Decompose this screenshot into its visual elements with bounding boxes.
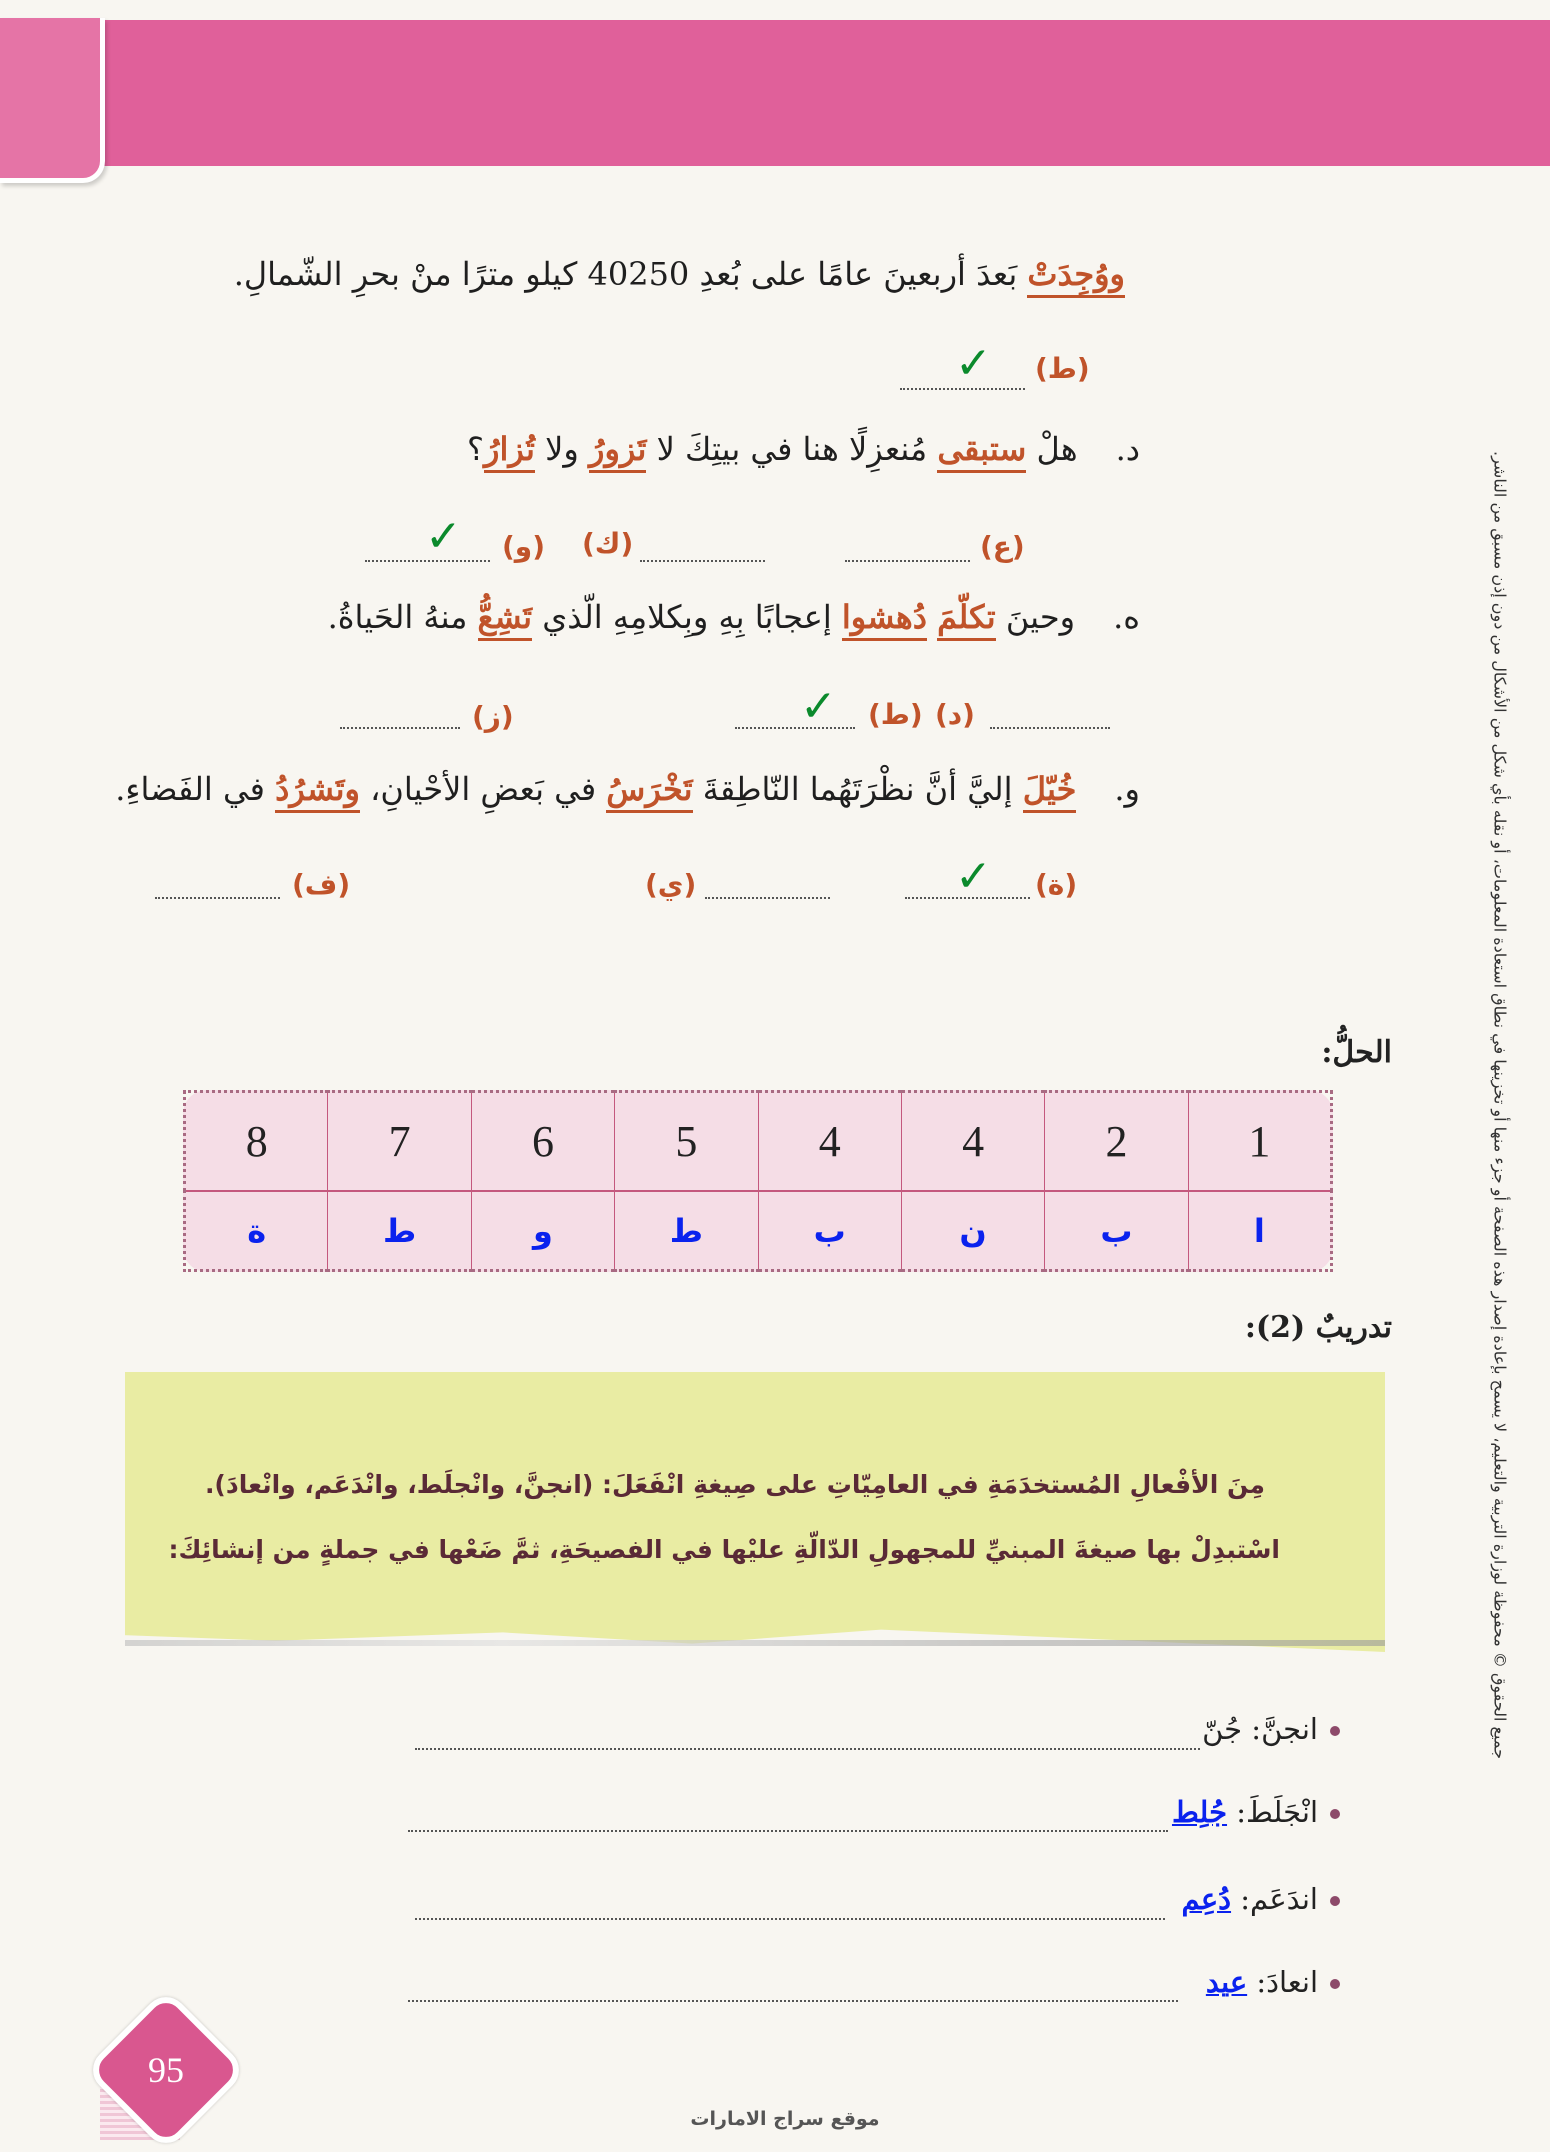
table-cell: 4 [758,1092,901,1192]
answer-text: جُلِط [1171,1795,1228,1829]
highlight-word: ووُجِدَتْ [1027,255,1125,298]
sentence-h [328,598,1140,636]
table-cell: 6 [471,1092,614,1192]
verb-label: اندَعَم: [1240,1882,1318,1916]
answer-label: (ز) [472,700,514,733]
answer-label: (ع) [980,530,1025,563]
copyright-side-note [1470,451,1530,1759]
answer-text: عيد [1205,1965,1248,1999]
item-label: و. [1114,770,1140,808]
torn-edge [125,1640,1385,1646]
answer-label: (ط) [868,698,923,731]
check-icon: ✓ [955,338,992,389]
highlight-word: وتَشرُدُ [275,770,360,813]
check-icon: ✓ [800,681,837,732]
sentence-w [115,770,1140,808]
answer-label: (ف) [292,868,351,901]
table-cell: و [471,1191,614,1271]
footer-text: موقع سراج الامارات [690,2108,880,2130]
answer-line[interactable] [415,1918,1165,1920]
sentence-text: منهُ الحَياةُ. [327,598,478,636]
bullet-icon [1330,1809,1340,1819]
sentence-text: وحينَ [995,598,1076,636]
sentence-text: إعجابًا بِهِ وبِكلامِهِ الّذي [532,598,842,636]
sentence-text [927,598,937,636]
answer-blank[interactable] [155,897,280,899]
table-cell: 7 [328,1092,471,1192]
solution-heading: الحلُّ: [1321,1035,1392,1070]
answer-line[interactable] [415,1748,1200,1750]
exercise-line-2: اسْتبدِلْ بها صيغةَ المبنيِّ للمجهولِ الدّالّةِ عليْها في الفصيحَةِ، ثمَّ ضَعْها في جملةٍ من إنشائِكَ: [168,1535,1280,1564]
table-cell: ب [758,1191,901,1271]
sentence-text: في بَعضِ الأحْيانِ، [359,770,607,808]
sentence-text: مُنعزِلًا هنا في بيتِكَ لا [646,430,938,468]
sentence-text: بَعدَ أربعينَ عامًا على بُعدِ 40250 كيلو مترًا منْ بحرِ الشّمالِ. [233,255,1028,293]
table-row-letters [185,1191,1332,1271]
item-label: د. [1115,430,1140,468]
highlight-word: تَزورُ [589,430,646,473]
table-cell: ط [615,1191,758,1271]
answer-label: (ط) [1035,352,1090,385]
highlight-word: تكلّمَ [937,598,995,641]
answer-label: (و) [502,530,545,563]
check-icon: ✓ [955,851,992,902]
exercise-item [1206,1965,1340,1999]
highlight-word: تَخْرَسُ [606,770,692,813]
table-cell: 5 [615,1092,758,1192]
exercise-line-1: مِنَ الأفْعالِ المُستخدَمَةِ في العامِيّاتِ على صِيغةِ انْفَعَلَ: (انجنَّ، وانْجلَط، وانْدَعَم، وانْعادَ). [204,1470,1265,1499]
header-band [100,20,1550,166]
sentence-text: في الفَضاءِ. [115,770,276,808]
table-cell: ا [1188,1191,1331,1271]
answer-blank[interactable] [990,727,1110,729]
table-cell: ب [1045,1191,1188,1271]
sentence-d [467,430,1140,468]
answer-label: (ة) [1035,868,1078,901]
sentence-text: ولا [534,430,589,468]
sentence-text: إليَّ أنَّ نظْرَتَهُما النّاطِقةَ [692,770,1023,808]
bullet-icon [1330,1979,1340,1989]
answer-line[interactable] [408,1830,1168,1832]
table-row-numbers [185,1092,1332,1192]
verb-label: انْجَلَطَ: [1236,1795,1318,1829]
sentence-text: ؟ [467,430,485,468]
exercise-item [1182,1882,1340,1916]
answer-text: جُنّ [1202,1712,1243,1746]
bullet-icon [1330,1726,1340,1736]
header-corner-block [0,18,105,183]
answer-blank[interactable] [845,560,970,562]
answer-blank[interactable] [640,560,765,562]
answer-label: (د) [935,698,975,731]
highlight-word: تَشِعُّ [478,598,532,641]
verb-label: انعادَ: [1256,1965,1318,1999]
solution-table [183,1090,1333,1272]
answer-label: (ي) [645,868,697,901]
highlight-word: تُزارُ [484,430,535,473]
verb-label: انجنَّ: [1251,1712,1318,1746]
table-cell: ة [247,1211,267,1250]
answer-blank[interactable] [705,897,830,899]
check-icon: ✓ [425,511,462,562]
answer-label: (ك) [582,527,634,560]
exercise-instruction-box [125,1372,1385,1652]
highlight-word: خُيّلَ [1023,770,1077,813]
item-label: ه. [1113,598,1140,636]
sentence-text: هلْ [1026,430,1078,468]
answer-line[interactable] [408,2000,1178,2002]
table-cell: 1 [1188,1092,1331,1192]
answer-blank[interactable] [735,727,855,729]
table-cell: ط [328,1191,471,1271]
exercise-heading: تدريبٌ (2): [1244,1310,1392,1345]
table-cell: ن [901,1191,1044,1271]
exercise-item [1202,1712,1340,1746]
table-cell: 4 [901,1092,1044,1192]
bullet-icon [1330,1896,1340,1906]
exercise-item [1172,1795,1340,1829]
answer-text: دُعِم [1181,1882,1232,1916]
highlight-word: دُهشوا [842,598,927,641]
highlight-word: ستبقى [937,430,1026,473]
table-cell: 2 [1045,1092,1188,1192]
copyright-text: جميع الحقوق © محفوظة لوزارة التربية والتعليم، لا يسمح بإعادة إصدار هذه الصفحة أو جزء منها أو تخزينها في نطاق استعادة المعلومات، أو نقله بأي شكل من الأشكال من دون إذن مسبق من الناشر. [1490,451,1510,1759]
answer-blank[interactable] [340,727,460,729]
table-cell: 8 [185,1092,328,1192]
page-number: 95 [148,2050,184,2090]
sentence-1 [234,255,1125,293]
